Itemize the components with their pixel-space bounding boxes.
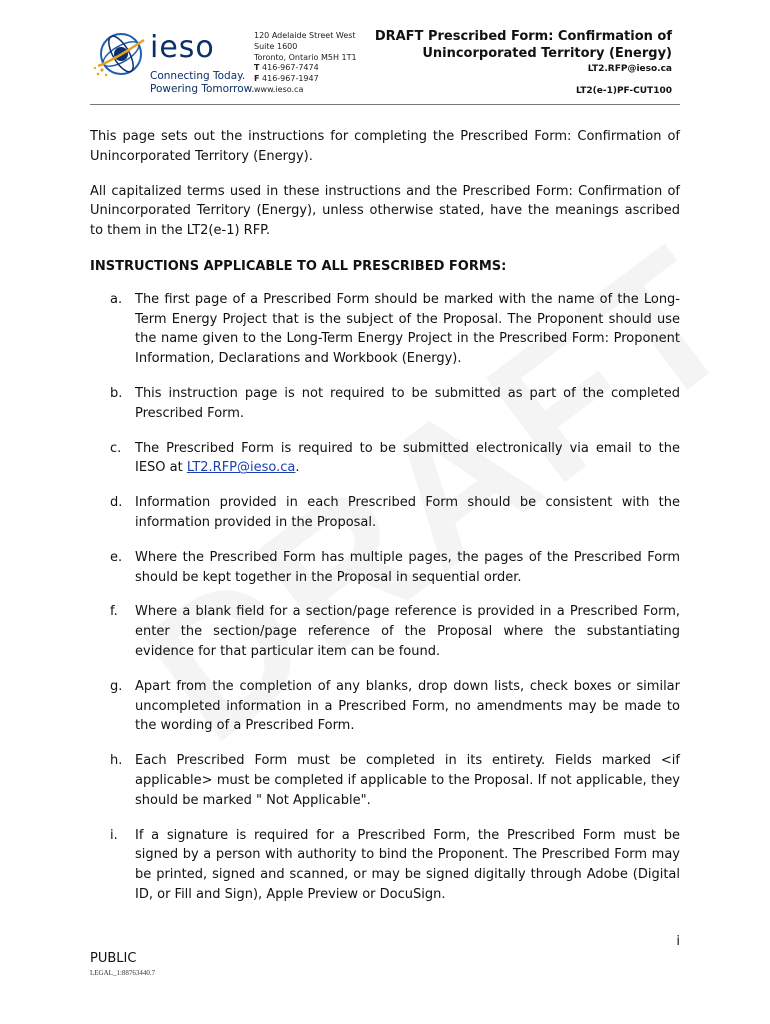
item-text-end: . (295, 460, 300, 476)
item-letter: e. (110, 549, 123, 565)
item-letter: f. (110, 604, 118, 620)
item-letter: i. (110, 827, 118, 843)
item-text: Where the Prescribed Form has multiple pages, the pages of the Prescribed Form should be kept together in the Proposal in sequential order. (135, 549, 680, 585)
form-code: LT2(e-1)PF-CUT100 (575, 86, 672, 96)
telephone-prefix: T (254, 63, 260, 73)
intro-paragraph-1: This page sets out the instructions for completing the Prescribed Form: Confirmation of Unincorporated Territory (Energy). (90, 129, 680, 164)
instruction-item-c (90, 439, 680, 479)
page-number: i (676, 934, 680, 949)
telephone (254, 63, 384, 74)
item-text: The first page of a Prescribed Form should be marked with the name of the Long-Term Energy Project that is the subject of the Proposal. The Proponent should use the name given to the Long-Term Energy Project in the Prescribed Form: Proponent Information, Declarations and Workbook (Energy). (135, 291, 680, 367)
item-letter: g. (110, 678, 123, 694)
instruction-item-a (90, 290, 680, 369)
address-line-2: Suite 1600 (254, 41, 298, 51)
fax-number: 416-967-1947 (262, 74, 319, 84)
instruction-item-d (90, 493, 680, 533)
item-text: Apart from the completion of any blanks, drop down lists, check boxes or similar uncompleted information in a Prescribed Form, no amendments may be made to the wording of a Prescribed Form. (135, 678, 680, 734)
item-text-container (135, 439, 680, 479)
instructions-heading: INSTRUCTIONS APPLICABLE TO ALL PRESCRIBED FORMS: (90, 258, 507, 274)
form-title-line-2: Unincorporated Territory (Energy) (422, 46, 672, 61)
item-letter: b. (110, 385, 123, 401)
form-header (375, 28, 672, 96)
item-text: Information provided in each Prescribed Form should be consistent with the information provided in the Proposal. (135, 495, 680, 530)
legal-document-id: LEGAL_1:88763440.7 (90, 969, 156, 977)
header-email: LT2.RFP@ieso.ca (587, 64, 672, 74)
instructions-body (90, 127, 680, 920)
instruction-item-g (90, 677, 680, 736)
item-text: Each Prescribed Form must be completed in its entirety. Fields marked <if applicable> must be completed if applicable to the Proposal. If not applicable, they should be marked " Not Applicable". (135, 753, 680, 808)
address-line-3: Toronto, Ontario M5H 1T1 (254, 52, 357, 62)
logo-tagline (150, 70, 255, 96)
item-text: This instruction page is not required to be submitted as part of the completed Prescribed Form. (135, 385, 680, 421)
intro-paragraph-2: All capitalized terms used in these instructions and the Prescribed Form: Confirmation of Unincorporated Territory (Energy), unless otherwise stated, have the meanings ascribed to them in the LT2(e-1) RFP. (90, 183, 680, 239)
tagline-line-1: Connecting Today. (150, 70, 246, 82)
header-divider (90, 104, 680, 105)
classification-label: PUBLIC (90, 951, 137, 966)
item-letter: d. (110, 495, 123, 511)
instruction-item-e (90, 548, 680, 588)
item-letter: a. (110, 291, 123, 307)
fax-prefix: F (254, 74, 260, 84)
instruction-item-h (90, 751, 680, 810)
tagline-line-2: Powering Tomorrow. (150, 83, 255, 95)
fax (254, 74, 384, 85)
ieso-globe-icon (94, 26, 150, 86)
item-text: Where a blank field for a section/page reference is provided in a Prescribed Form, enter the section/page reference of the Proposal where the substantiating evidence for that particular item can be found. (135, 604, 680, 659)
ieso-wordmark: ieso (150, 30, 215, 65)
instruction-item-b (90, 384, 680, 424)
instruction-item-i (90, 826, 680, 905)
item-text: The Prescribed Form is required to be submitted electronically via email to the IESO at (135, 440, 680, 476)
ieso-logo (96, 28, 255, 98)
form-title-line-1: DRAFT Prescribed Form: Confirmation of (374, 29, 672, 44)
instruction-item-f (90, 602, 680, 661)
email-link[interactable]: LT2.RFP@ieso.ca (186, 460, 296, 476)
website: www.ieso.ca (254, 84, 304, 94)
item-letter: c. (110, 440, 122, 456)
telephone-number: 416-967-7474 (262, 63, 319, 73)
item-letter: h. (110, 753, 123, 769)
address-line-1: 120 Adelaide Street West (254, 31, 356, 40)
item-text: If a signature is required for a Prescribed Form, the Prescribed Form must be signed by a person with authority to bind the Proponent. The Prescribed Form may be printed, signed and scanned, or may be signed digitally through Adobe (Digital ID, or Fill and Sign), Apple Preview or DocuSign. (135, 827, 680, 902)
address-block (254, 31, 384, 96)
